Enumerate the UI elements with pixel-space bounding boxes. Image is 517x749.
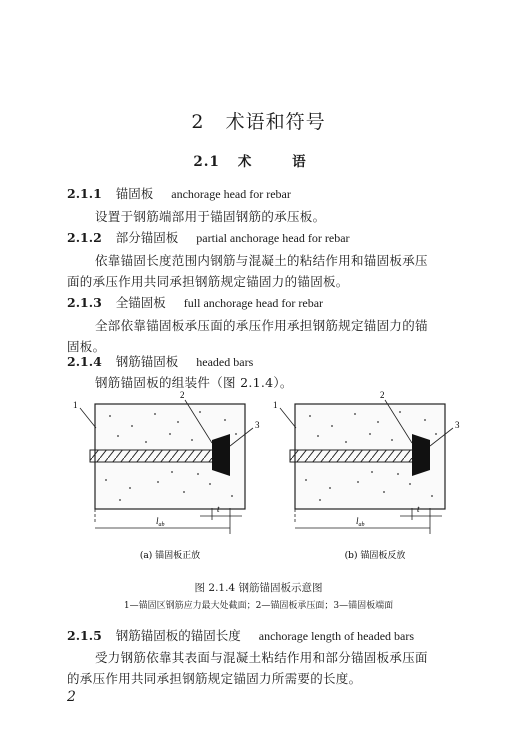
term-chinese: 钢筋锚固板 [115, 354, 179, 369]
term-chinese: 锚固板 [115, 186, 154, 201]
callout-2: 2 [380, 390, 385, 400]
term-english: partial anchorage head for rebar [196, 231, 350, 245]
term-number: 2.1.4 [67, 354, 102, 369]
chapter-number: 2 [191, 111, 205, 133]
term-heading [67, 293, 323, 311]
term-english: anchorage head for rebar [171, 187, 291, 201]
term-number: 2.1.3 [67, 295, 102, 310]
dim-t-label: t [417, 504, 420, 514]
term-heading [67, 184, 291, 202]
term-number: 2.1.5 [67, 628, 102, 643]
term-heading [67, 352, 253, 370]
figure-panel-a [73, 390, 260, 561]
dim-t-label: t [217, 504, 220, 514]
headed-bar-figure [60, 388, 470, 573]
term-definition-line: 受力钢筋依靠其表面与混凝土粘结作用和部分锚固板承压面 [95, 650, 428, 665]
dim-la-label: $l_{ab}$ [356, 516, 365, 528]
term-definition-line: 面的承压作用共同承担钢筋规定锚固力的锚固板。 [67, 274, 349, 289]
panel-a-label: (a) 锚固板正放 [139, 551, 201, 561]
page-number: 2 [67, 689, 76, 705]
figure-panel-b [273, 390, 460, 561]
term-definition-line: 钢筋锚固板的组装件（图 2.1.4）。 [95, 375, 293, 390]
term-number: 2.1.2 [67, 230, 102, 245]
term-definition-line: 的承压作用共同承担钢筋规定锚固力所需要的长度。 [67, 671, 362, 686]
section-title-text: 术 语 [237, 154, 324, 170]
term-chinese: 部分锚固板 [115, 230, 179, 245]
callout-1: 1 [273, 400, 278, 410]
anchor-plate [412, 434, 430, 476]
term-definition-line: 设置于钢筋端部用于锚固钢筋的承压板。 [95, 209, 326, 224]
term-definition-line: 固板。 [67, 339, 106, 354]
term-chinese: 全锚固板 [115, 295, 166, 310]
term-chinese: 钢筋锚固板的锚固长度 [115, 628, 241, 643]
figure-legend: 1—锚固区钢筋应力最大处截面；2—锚固板承压面；3—锚固板端面 [123, 601, 394, 611]
term-english: headed bars [196, 355, 254, 369]
anchor-plate [212, 434, 230, 476]
term-heading [67, 228, 350, 246]
callout-3: 3 [255, 420, 260, 430]
rebar [290, 450, 418, 462]
term-definition-line: 全部依靠锚固板承压面的承压作用承担钢筋规定锚固力的锚 [95, 318, 428, 333]
callout-1: 1 [73, 400, 78, 410]
term-definition-line: 依靠锚固长度范围内钢筋与混凝土的粘结作用和锚固板承压 [95, 253, 428, 268]
chapter-title [0, 107, 517, 134]
term-heading [67, 626, 414, 644]
rebar [90, 450, 218, 462]
callout-3: 3 [455, 420, 460, 430]
term-number: 2.1.1 [67, 186, 102, 201]
term-english: full anchorage head for rebar [183, 296, 324, 310]
figure-caption: 图 2.1.4 钢筋锚固板示意图 [194, 582, 323, 594]
callout-2: 2 [180, 390, 185, 400]
section-number: 2.1 [193, 154, 220, 170]
term-english: anchorage length of headed bars [258, 629, 415, 643]
section-title [0, 150, 517, 170]
dim-la-label: $l_{ab}$ [156, 516, 165, 528]
panel-b-label: (b) 锚固板反放 [344, 551, 406, 561]
chapter-title-text: 术语和符号 [225, 111, 326, 133]
